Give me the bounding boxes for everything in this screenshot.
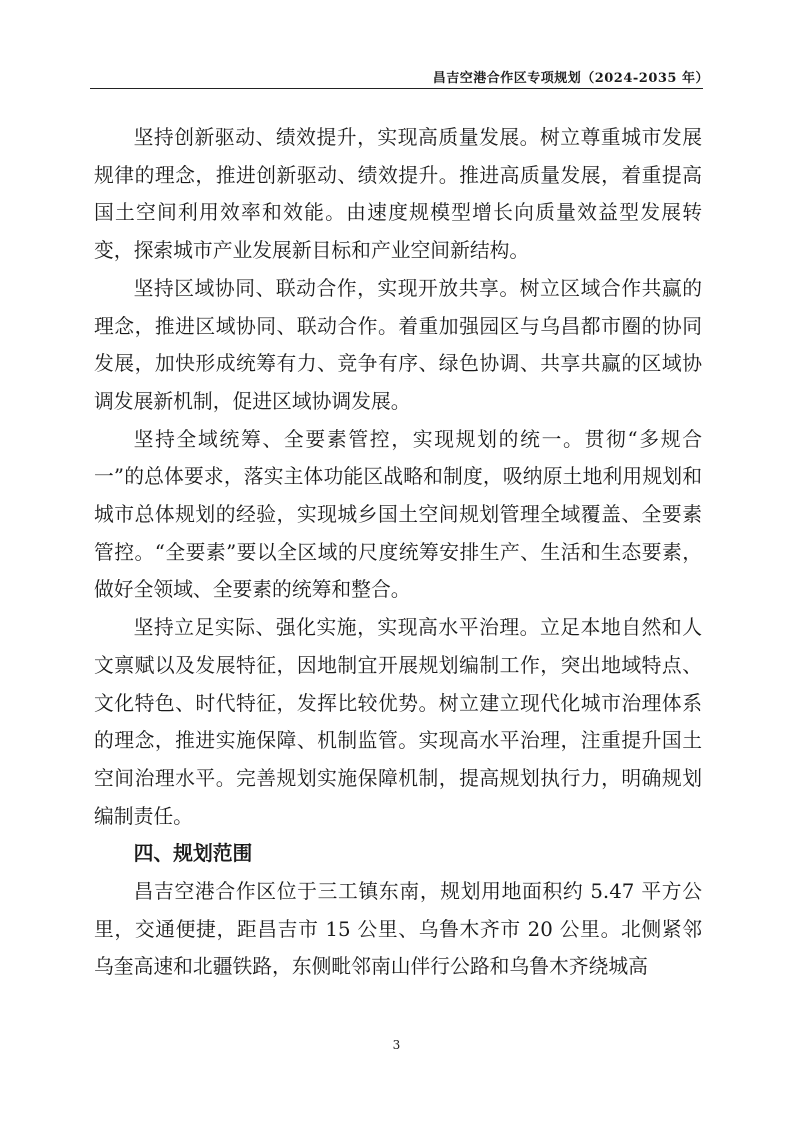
document-body — [94, 119, 702, 986]
page-number: 3 — [392, 1038, 401, 1052]
paragraph-planning-scope: 昌吉空港合作区位于三工镇东南，规划用地面积约 5.47 平方公里，交通便捷，距昌吉市 15 公里、乌鲁木齐市 20 公里。北侧紧邻乌奎高速和北疆铁路，东侧毗邻南山伴行公路和乌鲁木齐绕城高 — [94, 880, 702, 979]
paragraph-innovation: 坚持创新驱动、绩效提升，实现高质量发展。树立尊重城市发展规律的理念，推进创新驱动、绩效提升。推进高质量发展，着重提高国土空间利用效率和效能。由速度规模型增长向质量效益型发展转变，探索城市产业发展新目标和产业空间新结构。 — [94, 126, 702, 263]
paragraph-governance: 坚持立足实际、强化实施，实现高水平治理。立足本地自然和人文禀赋以及发展特征，因地制宜开展规划编制工作，突出地域特点、文化特色、时代特征，发挥比较优势。树立建立现代化城市治理体系的理念，推进实施保障、机制监管。实现高水平治理，注重提升国土空间治理水平。完善规划实施保障机制，提高规划执行力，明确规划编制责任。 — [94, 616, 702, 828]
section-heading-planning-scope: 四、规划范围 — [133, 841, 253, 866]
paragraph-regional-coordination: 坚持区域协同、联动合作，实现开放共享。树立区域合作共赢的理念，推进区域协同、联动合作。着重加强园区与乌昌都市圈的协同发展，加快形成统筹有力、竞争有序、绿色协调、共享共赢的区域协调发展新机制，促进区域协调发展。 — [94, 276, 702, 413]
header-divider — [90, 88, 703, 89]
paragraph-overall-planning: 坚持全域统筹、全要素管控，实现规划的统一。贯彻“多规合一”的总体要求，落实主体功能区战略和制度，吸纳原土地利用规划和城市总体规划的经验，实现城乡国土空间规划管理全域覆盖、全要素管控。“全要素”要以全区域的尺度统筹安排生产、生活和生态要素，做好全领域、全要素的统筹和整合。 — [94, 427, 702, 602]
document-header-title: 昌吉空港合作区专项规划（2024-2035 年） — [432, 71, 709, 86]
